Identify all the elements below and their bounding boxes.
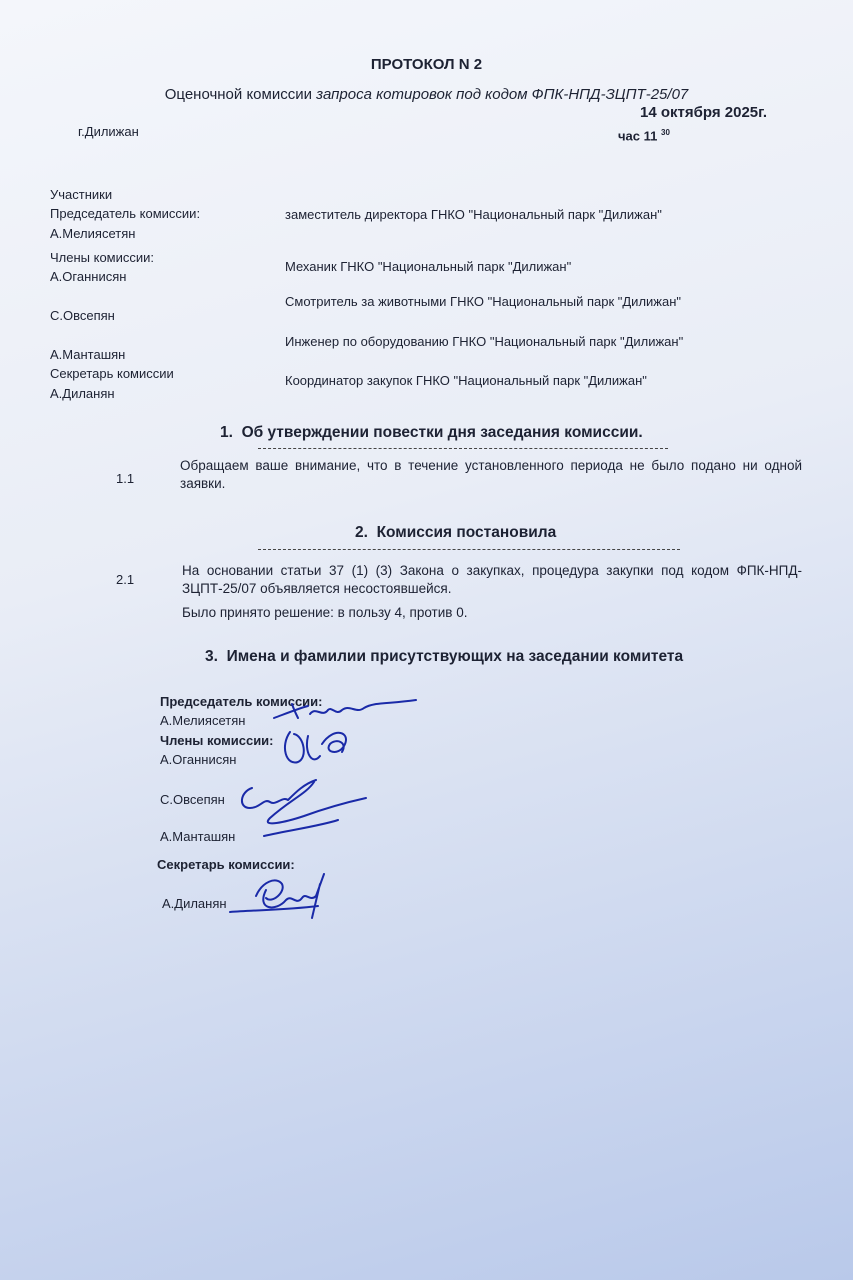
section-1-title: Об утверждении повестки дня заседания комиссии.	[241, 424, 643, 441]
document-city: г.Дилижан	[78, 124, 139, 139]
chair-role: заместитель директора ГНКО "Национальный парк "Дилижан"	[285, 207, 662, 222]
secretary-signature	[226, 870, 336, 925]
member-role-2: Смотритель за животными ГНКО "Национальный парк "Дилижан"	[285, 294, 682, 309]
secretary-role: Координатор закупок ГНКО "Национальный парк "Дилижан"	[285, 373, 647, 388]
sign-secretary-name: А.Диланян	[162, 896, 227, 911]
sign-member-name-2: С.Овсепян	[160, 792, 225, 807]
participants-heading: Участники	[50, 187, 113, 202]
document-date: 14 октября 2025г.	[640, 104, 768, 121]
document-title: ПРОТОКОЛ N 2	[370, 56, 483, 73]
section-2-divider	[258, 549, 680, 550]
item-2-1-text: На основании статьи 37 (1) (3) Закона о закупках, процедура закупки под кодом ФПК-НПД-ЗЦПТ-25/07 объявляется несостоявшейся.	[182, 563, 802, 596]
members-label: Члены комиссии:	[50, 250, 155, 265]
member-role-3: Инженер по оборудованию ГНКО "Национальный парк "Дилижан"	[285, 334, 684, 349]
member-1-signature	[278, 722, 358, 770]
item-2-1-number: 2.1	[116, 572, 135, 587]
member-2-3-signature	[230, 778, 370, 848]
member-name-3: А.Манташян	[50, 347, 126, 362]
member-name-2: С.Овсепян	[50, 308, 115, 323]
section-3-title: Имена и фамилии присутствующих на заседании комитета	[226, 648, 684, 665]
member-role-1: Механик ГНКО "Национальный парк "Дилижан"	[285, 259, 572, 274]
section-2-heading	[355, 524, 556, 542]
sign-member-name-3: А.Манташян	[160, 829, 236, 844]
section-1-divider	[258, 448, 668, 449]
subtitle-italic: запроса котировок под кодом ФПК-НПД-ЗЦПТ-25/07	[316, 86, 689, 103]
sign-chair-label: Председатель комиссии:	[160, 694, 323, 709]
sign-chair-name: А.Мелиясетян	[160, 713, 246, 728]
secretary-name: А.Диланян	[50, 386, 115, 401]
section-1-heading	[220, 424, 643, 442]
chair-name: А.Мелиясетян	[50, 226, 136, 241]
item-2-1-decision: Было принято решение: в пользу 4, против 0.	[182, 605, 468, 620]
subtitle-prefix: Оценочной комиссии	[164, 86, 312, 103]
member-name-1: А.Оганнисян	[50, 269, 127, 284]
sign-members-label: Члены комиссии:	[160, 733, 274, 748]
section-3-number: 3.	[205, 648, 218, 665]
section-3-heading	[205, 648, 683, 666]
sign-secretary-label: Секретарь комиссии:	[157, 857, 295, 872]
document-time	[618, 128, 670, 143]
time-minutes: 30	[661, 128, 670, 137]
section-1-number: 1.	[220, 424, 233, 441]
section-2-number: 2.	[355, 524, 368, 541]
item-1-1-text: Обращаем ваше внимание, что в течение установленного периода не было подано ни одной заявки.	[180, 458, 802, 491]
secretary-label: Секретарь комиссии	[50, 366, 174, 381]
section-2-title: Комиссия постановила	[376, 524, 557, 541]
chair-label: Председатель комиссии:	[50, 206, 201, 221]
sign-member-name-1: А.Оганнисян	[160, 752, 237, 767]
document-subtitle	[0, 86, 853, 103]
time-label: час 11	[618, 128, 658, 144]
item-1-1-number: 1.1	[116, 471, 135, 486]
